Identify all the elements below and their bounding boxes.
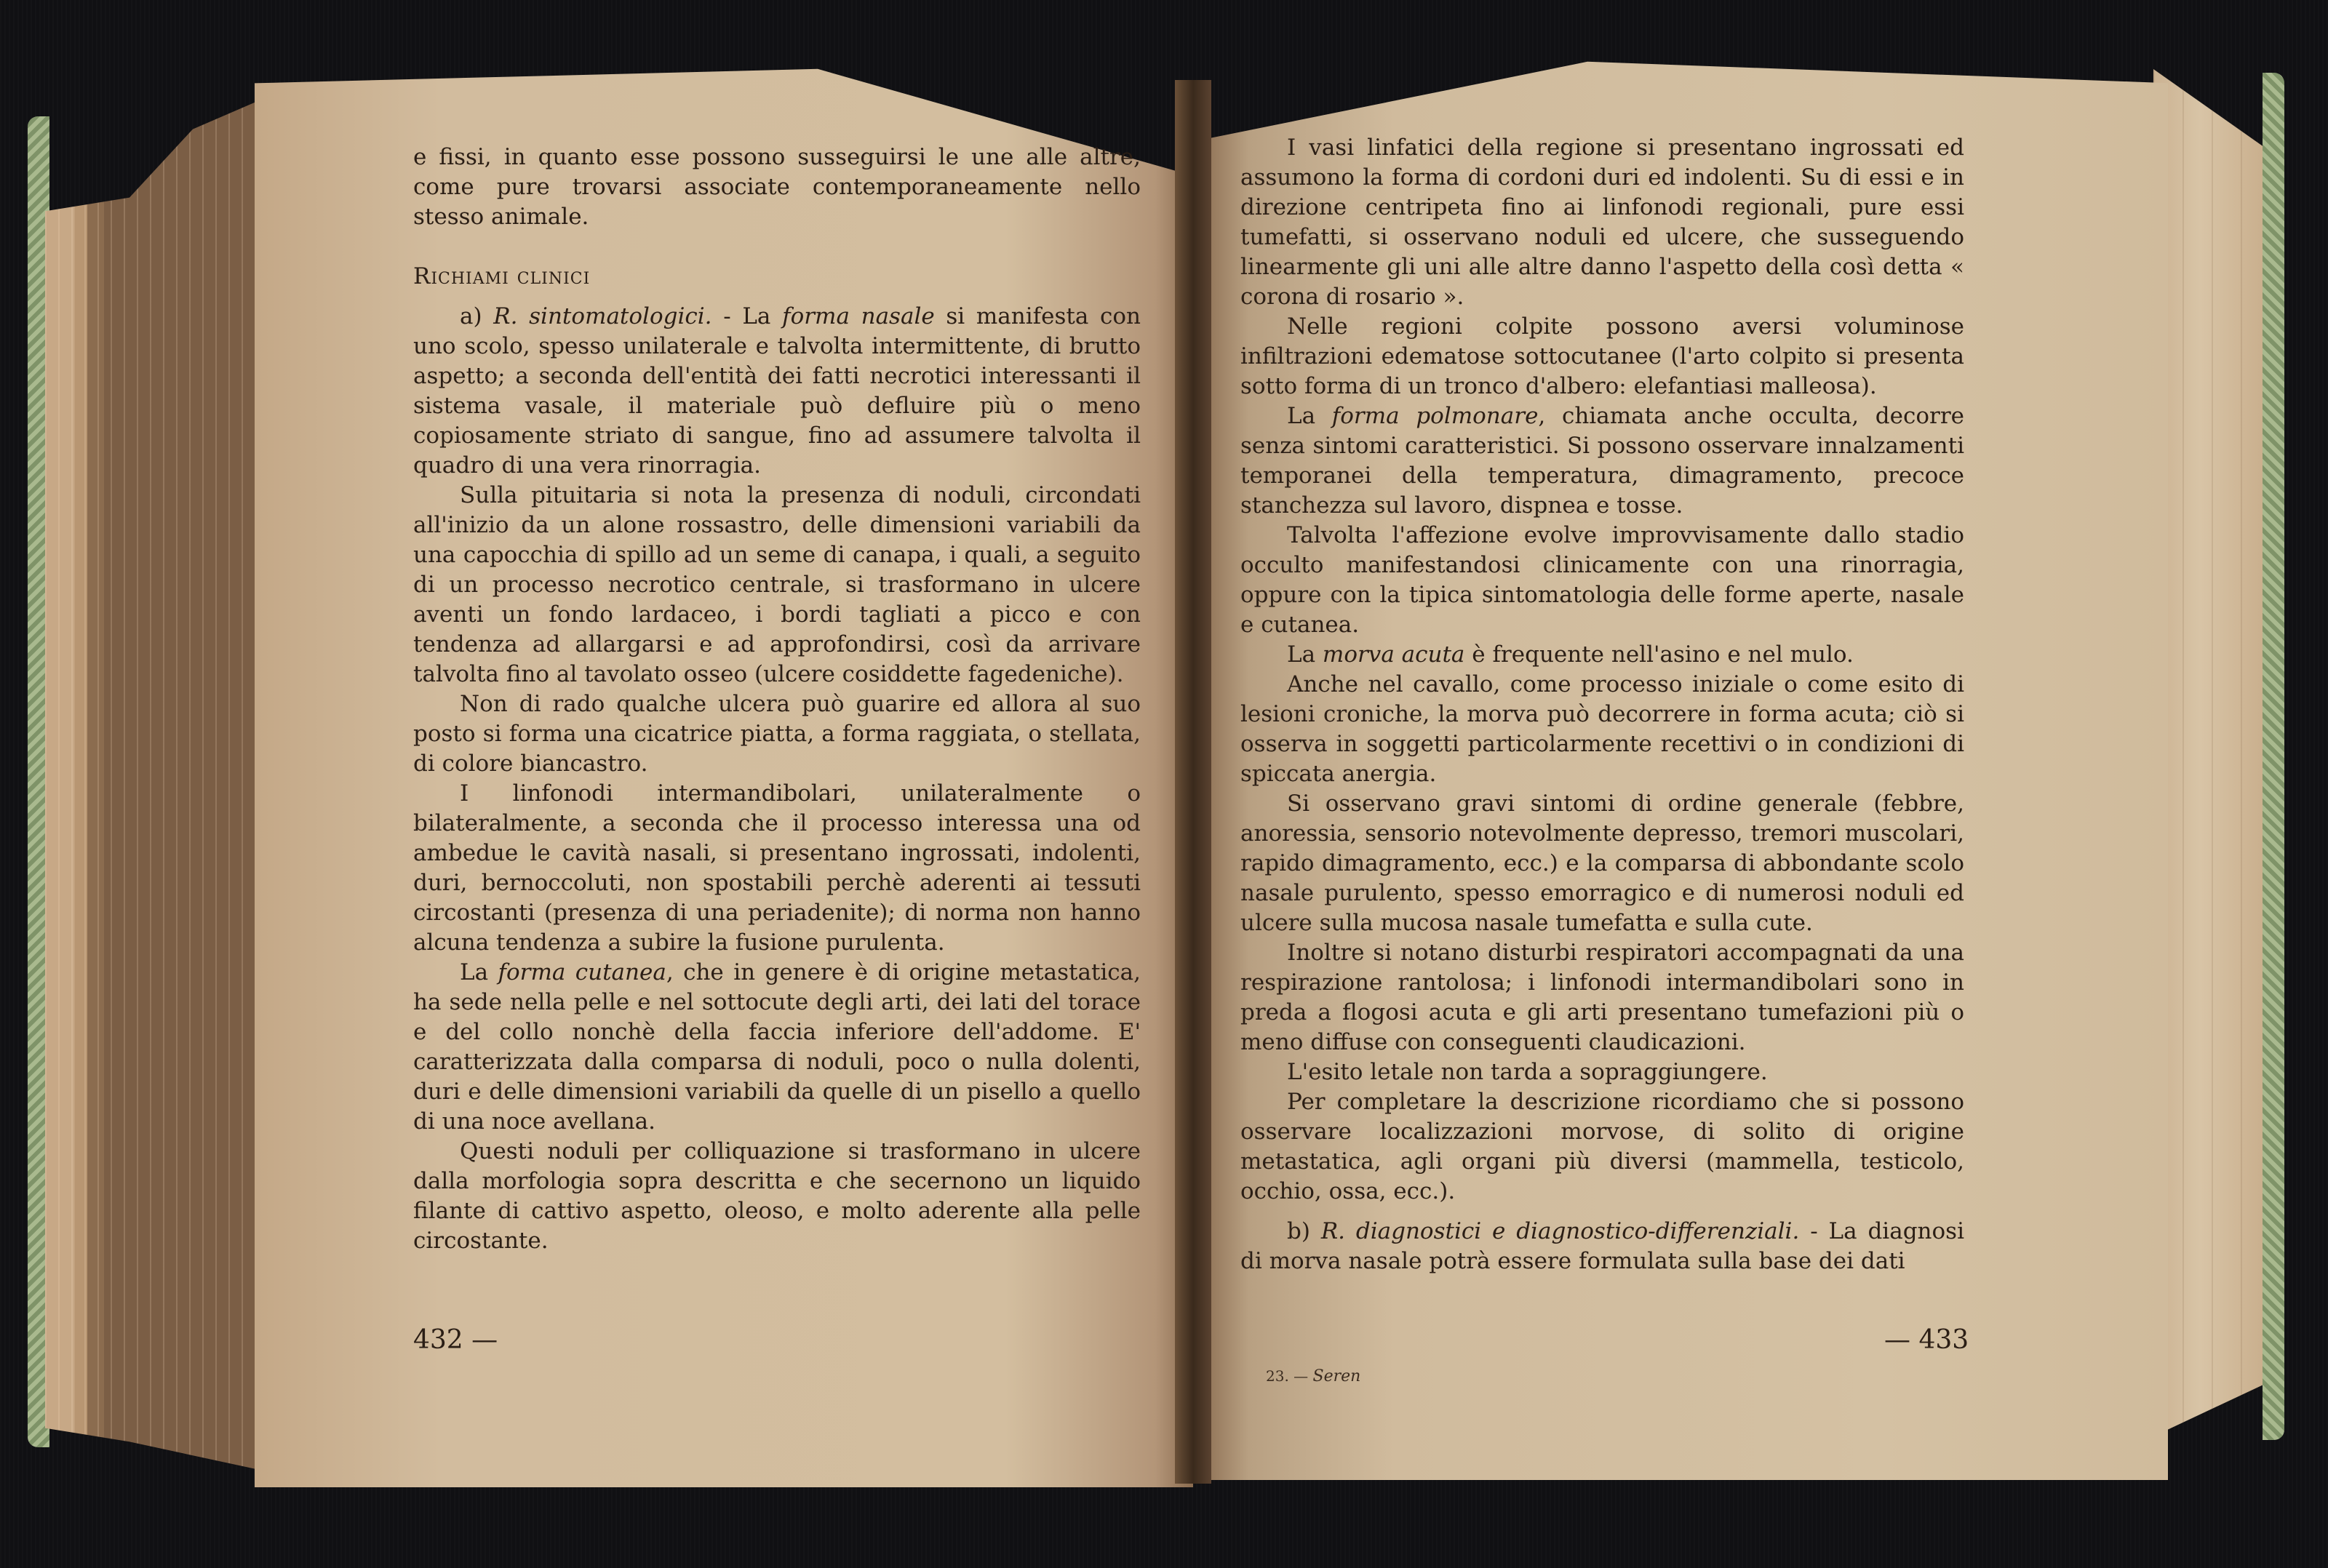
subsection-title: R. diagnostici e diagnostico-differenziali. — [1320, 1218, 1800, 1244]
text-run: - La — [711, 303, 783, 329]
right-page-text — [1240, 133, 1964, 1276]
paragraph — [1240, 1217, 1964, 1276]
paragraph: Per completare la descrizione ricordiamo che si possono osservare localizzazioni morvose, di solito di origine metastatica, agli organi più diversi (mammella, testicolo, occhio, ossa, ecc.). — [1240, 1089, 1964, 1204]
signature-name: Seren — [1312, 1367, 1361, 1385]
book-cover-edge-right — [2263, 73, 2284, 1440]
paragraph: I linfonodi intermandibolari, unilateralmente o bilateralmente, a seconda che il processo interessa una od ambedue le cavità nasali, si presentano ingrossati, indolenti, duri, bernoccoluti, non spostabili perchè aderenti ai tessuti circostanti (presenza di una periadenite); di norma non hanno alcuna tendenza a subire la fusione purulenta. — [413, 780, 1141, 956]
italic-term: forma cutanea — [498, 959, 666, 985]
paragraph: I vasi linfatici della regione si presentano ingrossati ed assumono la forma di cordoni duri ed indolenti. Su di essi e in direzione centripeta fino ai linfonodi regionali, pure essi tumefatti, si osservano noduli ed ulcere, che susseguendo linearmente gli uni alle altre danno l'aspetto della così detta « corona di rosario ». — [1240, 135, 1964, 310]
text-run: , chiamata anche occulta, decorre senza sintomi caratteristici. Si possono osservare innalzamenti temporanei della temperatura, dimagramento, precoce stanchezza sul lavoro, dispnea e tosse. — [1240, 403, 1965, 519]
text-run: La — [1287, 641, 1323, 668]
signature-mark: 23. — — [1266, 1367, 1309, 1385]
paragraph — [413, 302, 1141, 481]
list-marker: b) — [1287, 1218, 1321, 1244]
list-marker: a) — [460, 303, 494, 329]
text-run: - La diagnosi di morva nasale potrà essere formulata sulla base dei dati — [1240, 1218, 1964, 1274]
page-number-left: 432 — — [413, 1325, 498, 1355]
section-heading: Richiami clinici — [413, 263, 591, 289]
page-number-right: — 433 — [1884, 1325, 1969, 1355]
text-run: La — [1287, 403, 1332, 429]
text-run: La — [460, 959, 498, 985]
paragraph: Questi noduli per colliquazione si trasformano in ulcere dalla morfologia sopra descritta e che secernono un liquido filante di cattivo aspetto, oleoso, e molto aderente alla pelle circostante. — [413, 1138, 1141, 1254]
continuation-paragraph: e fissi, in quanto esse possono susseguirsi le une alle altre, come pure trovarsi associate contemporaneamente nello stesso animale. — [413, 144, 1141, 230]
subsection-title: R. sintomatologici. — [493, 303, 712, 329]
paragraph: Si osservano gravi sintomi di ordine generale (febbre, anoressia, sensorio notevolmente depresso, tremori muscolari, rapido dimagramento, ecc.) e la comparsa di abbondante scolo nasale purulento, spesso emorragico e di numerosi noduli ed ulcere sulla mucosa nasale tumefatta e sulla cute. — [1240, 791, 1964, 936]
page-stack-left — [45, 102, 256, 1469]
printer-signature — [1266, 1367, 1360, 1385]
paragraph: L'esito letale non tarda a sopraggiungere. — [1287, 1059, 1768, 1085]
left-page-text — [413, 143, 1141, 1256]
paragraph: Anche nel cavallo, come processo iniziale o come esito di lesioni croniche, la morva può decorrere in forma acuta; ciò si osserva in soggetti particolarmente recettivi o in condizioni di spiccata anergia. — [1240, 671, 1964, 787]
italic-term: forma polmonare — [1331, 403, 1539, 429]
paragraph: Talvolta l'affezione evolve improvvisamente dallo stadio occulto manifestandosi clinicamente con una rinorragia, oppure con la tipica sintomatologia delle forme aperte, nasale e cutanea. — [1240, 522, 1964, 638]
text-run: è frequente nell'asino e nel mulo. — [1464, 641, 1854, 668]
paragraph — [1240, 640, 1964, 670]
text-run: , che in genere è di origine metastatica, ha sede nella pelle e nel sottocute degli arti, dei lati del torace e del collo nonchè della faccia inferiore dell'addome. E' caratterizzata dalla comparsa di noduli, poco o nulla dolenti, duri e delle dimensioni variabili da quelle di un pisello a quello di una noce avellana. — [413, 959, 1141, 1135]
italic-term: morva acuta — [1322, 641, 1465, 668]
paragraph — [413, 958, 1141, 1137]
paragraph: Inoltre si notano disturbi respiratori accompagnati da una respirazione rantolosa; i linfonodi intermandibolari sono in preda a flogosi acuta e gli arti presentano tumefazioni più o meno diffuse con conseguenti claudicazioni. — [1240, 940, 1964, 1055]
paragraph: Nelle regioni colpite possono aversi voluminose infiltrazioni edematose sottocutanee (l'arto colpito si presenta sotto forma di un tronco d'albero: elefantiasi malleosa). — [1240, 313, 1964, 399]
page-stack-right — [2153, 69, 2270, 1436]
book-gutter — [1175, 80, 1211, 1484]
paragraph — [1240, 401, 1964, 521]
italic-term: forma nasale — [782, 303, 935, 329]
paragraph: Non di rado qualche ulcera può guarire ed allora al suo posto si forma una cicatrice piatta, a forma raggiata, o stellata, di colore biancastro. — [413, 691, 1141, 777]
text-run: si manifesta con uno scolo, spesso unilaterale e talvolta intermittente, di brutto aspetto; a seconda dell'entità dei fatti necrotici interessanti il sistema vasale, il materiale può defluire più o meno copiosamente striato di sangue, fino ad assumere talvolta il quadro di una vera rinorragia. — [413, 303, 1141, 479]
paragraph: Sulla pituitaria si nota la presenza di noduli, circondati all'inizio da un alone rossastro, delle dimensioni variabili da una capocchia di spillo ad un seme di canapa, i quali, a seguito di un processo necrotico centrale, si trasformano in ulcere aventi un fondo lardaceo, i bordi tagliati a picco e con tendenza ad allargarsi e ad approfondirsi, così da arrivare talvolta fino al tavolato osseo (ulcere cosiddette fagedeniche). — [413, 482, 1141, 687]
